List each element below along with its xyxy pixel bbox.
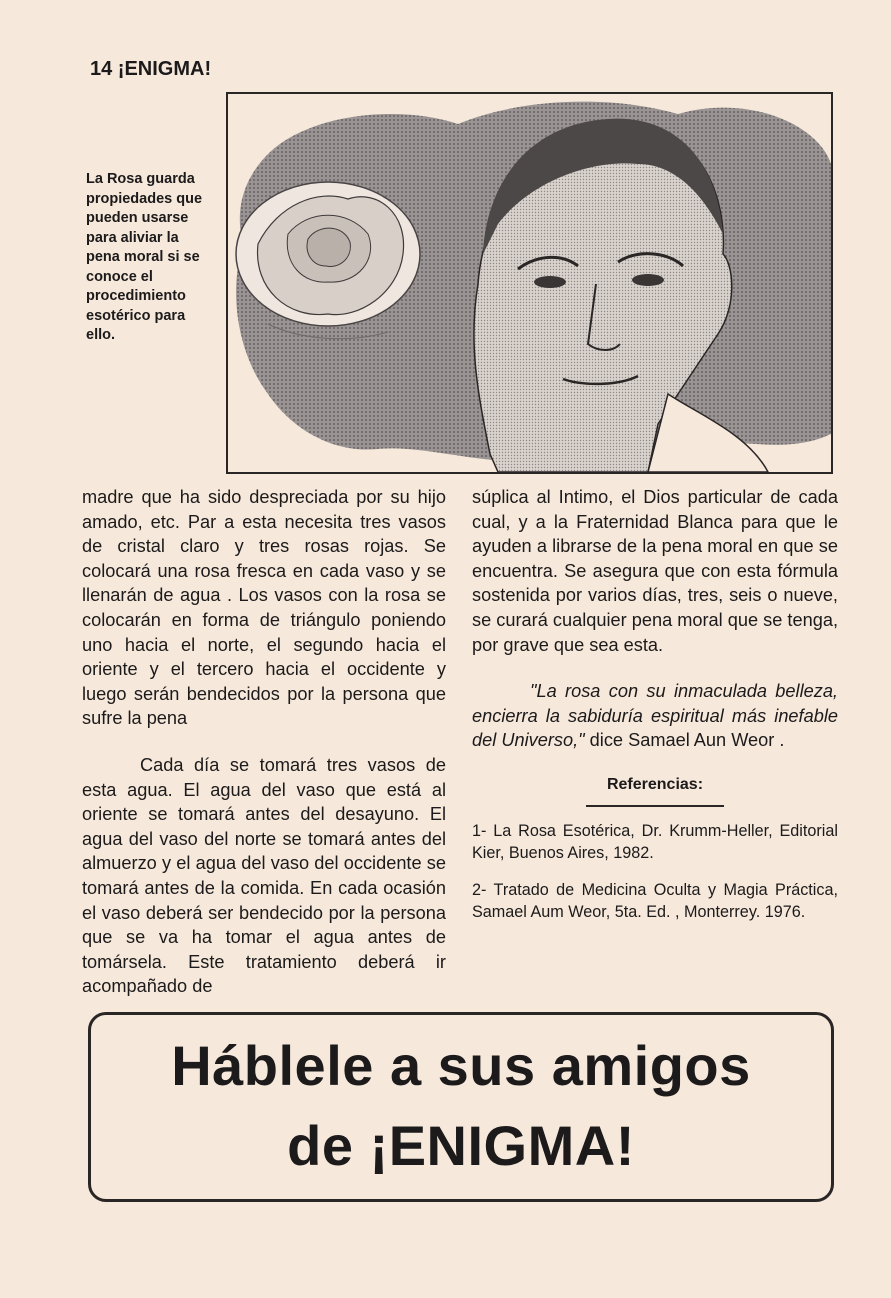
- promo-banner: [88, 1012, 834, 1202]
- references-title: Referencias:: [606, 775, 704, 793]
- right-column: [472, 485, 838, 924]
- quote-paragraph: [472, 679, 838, 753]
- left-paragraph-2: Cada día se tomará tres vasos de esta agua. El agua del vaso que está al oriente se tomará antes del desayuno. El agua del vaso del norte se tomará antes del almuerzo y el agua del vaso del occidente se tomará antes de la comida. En cada ocasión el vaso deberá ser bendecido por la persona que se va ha tomar el agua antes de tomársela. Este tratamiento deberá ir acompañado de: [82, 754, 446, 997]
- banner-line-1: Háblele a sus amigos: [171, 1034, 751, 1097]
- rose-and-man-portrait-illustration: [228, 94, 831, 472]
- left-column: [82, 485, 446, 999]
- right-paragraph-1: súplica al Intimo, el Dios particular de cada cual, y a la Fraternidad Blanca para que le ayuden a librarse de la pena moral en que se encuentra. Se asegura que con esta fórmula sostenida por varios días, tres, seis o nueve, se curará cualquier pena moral que se tenga, por grave que sea esta.: [472, 487, 838, 655]
- reference-2: 2- Tratado de Medicina Oculta y Magia Práctica, Samael Aum Weor, 5ta. Ed. , Monterrey. 1976.: [472, 880, 838, 922]
- quote-attribution: dice Samael Aun Weor .: [584, 730, 785, 751]
- page-header: 14 ¡ENIGMA!: [90, 58, 212, 80]
- illustration-frame: [226, 92, 833, 474]
- banner-line-2: de ¡ENIGMA!: [287, 1114, 635, 1177]
- illustration-caption: La Rosa guarda propiedades que pueden usarse para aliviar la pena moral si se conoce el procedimiento esotérico para ello.: [86, 171, 203, 343]
- quote-text: "La rosa con su inmaculada belleza, encierra la sabiduría espiritual más inefable del Universo,": [472, 681, 838, 751]
- reference-1: 1- La Rosa Esotérica, Dr. Krumm-Heller, Editorial Kier, Buenos Aires, 1982.: [472, 821, 838, 863]
- left-paragraph-1: madre que ha sido despreciada por su hijo amado, etc. Par a esta necesita tres vasos de cristal claro y tres rosas rojas. Se colocará una rosa fresca en cada vaso y se llenarán de agua . Los vasos con la rosa se colocarán en forma de triángulo poniendo uno hacia el norte, el segundo hacia el oriente y el tercero hacia el occidente y luego serán bendecidos por la persona que sufre la pena: [82, 487, 446, 729]
- references-divider: [586, 805, 724, 807]
